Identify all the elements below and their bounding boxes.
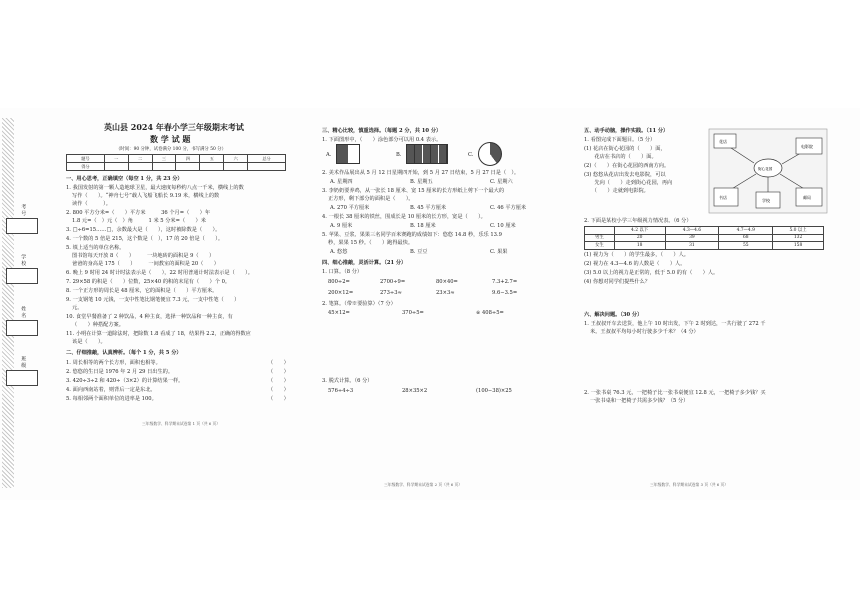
- table-row: [585, 234, 824, 242]
- question-text: 2. 美术作品展出从 5 月 12 日星期四开始，到 5 月 27 日结束，5 月 27 日是（ ）。: [322, 170, 520, 176]
- exam-number-box: [6, 218, 38, 234]
- page-1: [62, 108, 302, 500]
- question-text: 元。: [72, 305, 83, 311]
- exam-sheet: [0, 108, 860, 500]
- question-text: 8. 一个正方形的周长是 48 厘米，它的面积是（ ）平方厘米。: [66, 288, 218, 294]
- question-text: (1) 花店在街心花园的（ ）面，: [584, 146, 666, 152]
- page-footer: 三年级数学、科学期末试卷第 2 页（共 6 页）: [384, 482, 463, 487]
- judge-item: 3. 420÷3÷2 和 420÷（3×2）的计算结果一样。: [66, 378, 184, 384]
- question-text: （ ）种搭配方案。: [72, 322, 124, 328]
- option-c: C. 10 厘米: [490, 223, 516, 229]
- question-text: 3. 李奶奶要养鸡，从一张长 18 厘米、宽 15 厘米的长方形纸上剪下一个最大的: [322, 188, 505, 194]
- table-cell: 132: [773, 234, 824, 242]
- exam-info: （时间：90 分钟，试卷满分 100 分，书写满分 50 分）: [116, 147, 226, 152]
- option-a: A. 9 厘米: [330, 223, 353, 229]
- oral-item: 80×40=: [436, 279, 458, 285]
- score-header: 二: [128, 155, 152, 163]
- question-text: 11. 小明在计算一道除法时，把除数 1.8 看成了 18，结果得 2.2，正确的得数应: [66, 331, 251, 337]
- page-2: [318, 108, 568, 500]
- written-item: 370÷5=: [402, 310, 424, 316]
- map-label: 书店: [719, 195, 727, 200]
- question-text: 爸爸的身高是 175（ ） 一间教室的面积是 20（ ）: [72, 261, 219, 267]
- question-text: 1.8 元=（ ）元（ ）角 1 米 5 分米=（ ）米: [72, 218, 206, 224]
- score-header: 总分: [248, 155, 286, 163]
- question-text: 正方形，剩下部分的面积是（ ）。: [328, 196, 414, 202]
- score-cell[interactable]: [152, 163, 176, 171]
- exam-number-label: 考 号: [20, 204, 27, 216]
- option-a: A. 悠悠: [330, 249, 348, 255]
- oral-item: 2700÷9=: [380, 279, 406, 285]
- subsection: 1. 口算。（8 分）: [322, 269, 363, 275]
- page-footer: 三年级数学、科学期末试卷第 1 页（共 6 页）: [142, 421, 221, 426]
- option-b: B. 豆豆: [410, 249, 428, 255]
- judge-item: 2. 悠悠的生日是 1976 年 2 月 29 日出生的。: [66, 369, 174, 375]
- table-cell: 31: [665, 242, 719, 250]
- table-cell: 68: [719, 234, 773, 242]
- map-label: 邮局: [803, 195, 811, 200]
- section-4-heading: 四、细心推敲，灵活计算。（21 分）: [322, 260, 407, 266]
- judge-paren[interactable]: （ ）: [268, 396, 289, 402]
- table-header: 5.0 以上: [773, 227, 824, 235]
- oral-item: 800÷2=: [328, 279, 350, 285]
- score-cell[interactable]: [248, 163, 286, 171]
- exam-title: 英山县 2024 年春小学三年级期末考试: [104, 122, 244, 132]
- page-footer: 三年级数学、科学期末试卷第 3 页（共 6 页）: [650, 482, 729, 487]
- question-text: 4. 一个数的 5 倍是 215，这个数是（ ），17 的 20 倍是（ ）。: [66, 236, 224, 242]
- judge-item: 1. 周长相等的两个长方形，面积也相等。: [66, 360, 161, 366]
- question-text: 2. 一张书桌 76.3 元，一把椅子比一张书桌便宜 12.8 元，一把椅子多少钱？买: [584, 390, 766, 396]
- subsection: 2. 笔算。（带※要验算）（7 分）: [322, 301, 396, 307]
- question-text: 3. □÷6=15……□，余数最大是（ ），这时被除数是（ ）。: [66, 227, 221, 233]
- option-a: A. 星期四: [330, 179, 353, 185]
- table-cell: 158: [773, 242, 824, 250]
- question-text: （ ）走就到电影院。: [584, 188, 649, 194]
- question-text: (2) 视力在 4.3—4.6 的人数是（ ）人。: [584, 261, 686, 267]
- score-header: 四: [176, 155, 200, 163]
- table-header: 4.3—4.6: [665, 227, 719, 235]
- question-text: 图书馆每天开放 8（ ） 一块地砖的面积是 9（ ）: [72, 253, 215, 259]
- school-label: 学 校: [20, 254, 27, 266]
- figure-a-icon: [336, 144, 360, 164]
- question-text: 7. 29×58 的积是（ ）位数，25×40 的积的末尾有（ ）个 0。: [66, 279, 231, 285]
- question-text: 1. 看图完成下面题目。（5 分）: [584, 137, 656, 143]
- option-label: C.: [468, 152, 474, 158]
- judge-item: 4. 面向西南站着，则背后一定是东北。: [66, 387, 156, 393]
- town-map-figure: [708, 128, 828, 214]
- option-c: C. 46 平方厘米: [490, 205, 527, 211]
- question-text: 4. 一根长 38 厘米的铁丝，围成长是 10 厘米的长方形，宽是（ ）。: [322, 214, 486, 220]
- score-header: 三: [152, 155, 176, 163]
- table-cell: 55: [719, 242, 773, 250]
- option-b: B. 45 平方厘米: [410, 205, 447, 211]
- vision-table: [584, 226, 824, 250]
- question-text: 9. 一支钢笔 10 元钱，一支中性笔比钢笔便宜 7.3 元，一支中性笔（ ）: [66, 297, 240, 303]
- question-text: 写作（ ）。“神舟七号”载人飞船飞船长 9.19 米，横线上的数: [72, 193, 220, 199]
- question-text: 5. 苹果、豆浆、果果三名同学百米赛跑的成绩如下：悠悠 14.8 秒，乐乐 13.9: [322, 232, 502, 238]
- oral-item: 7.3+2.7=: [492, 279, 518, 285]
- score-cell[interactable]: [176, 163, 200, 171]
- question-text: 2. 800 平方分米=（ ）平方米 36 个月=（ ）年: [66, 210, 211, 216]
- option-label: B.: [396, 152, 402, 158]
- table-row: [585, 242, 824, 250]
- judge-item: 5. 每相邻两个面积单位的进率是 100。: [66, 396, 157, 402]
- table-cell: 女生: [585, 242, 615, 250]
- table-cell: 男生: [585, 234, 615, 242]
- option-label: A.: [326, 152, 332, 158]
- option-a: A. 270 平方厘米: [330, 205, 370, 211]
- score-header: 六: [224, 155, 248, 163]
- judge-paren[interactable]: （ ）: [268, 369, 289, 375]
- binding-strip: [0, 108, 58, 500]
- score-header: 一: [104, 155, 128, 163]
- question-text: 秒，果果 15 秒。（ ）跑得最快。: [328, 240, 414, 246]
- class-box: [6, 370, 38, 386]
- binding-hatch: [2, 118, 14, 488]
- judge-paren[interactable]: （ ）: [268, 387, 289, 393]
- section-6-heading: 六、解决问题。（30 分）: [584, 312, 643, 318]
- question-text: 10. 食堂早餐准备了 2 种饮品，4 种主食，选择一种饮品和一种主食，有: [66, 314, 233, 320]
- score-cell[interactable]: [200, 163, 224, 171]
- score-header: 五: [200, 155, 224, 163]
- class-label: 班 级: [20, 356, 27, 368]
- question-text: 2. 下面是某校小学三年级视力情况表。（6 分）: [584, 218, 692, 224]
- judge-paren[interactable]: （ ）: [268, 360, 289, 366]
- score-header: 题号: [67, 155, 105, 163]
- score-table: [66, 154, 286, 171]
- question-text: 花店在书店的（ ）面。: [584, 154, 657, 160]
- oral-item: 273÷3≈: [380, 290, 402, 296]
- step-item: 576÷4÷3: [328, 388, 354, 394]
- table-cell: 39: [665, 234, 719, 242]
- question-text: (1) 视力为（ ）的学生最多，（ ）人。: [584, 252, 689, 258]
- question-text: 读作（ ）。: [72, 201, 111, 207]
- exam-subtitle: 数 学 试 题: [150, 134, 191, 144]
- table-cell: 20: [614, 234, 665, 242]
- map-label: 花店: [719, 139, 727, 144]
- question-text: 1. 下面图形中，（ ）涂色部分可以用 0.4 表示。: [322, 137, 442, 143]
- question-text: 6. 晚上 9 时用 24 时计时法表示是（ ），22 时用普通计时法表示是（ ）。: [66, 270, 253, 276]
- name-box: [6, 320, 38, 336]
- option-b: B. 18 厘米: [410, 223, 436, 229]
- figure-c-icon: [478, 142, 502, 166]
- question-text: 米。王叔叔平均每小时行驶多少千米？（4 分）: [590, 329, 699, 335]
- page-3: [580, 108, 850, 500]
- question-text: (3) 悠悠从花店出发去电影院，可以: [584, 172, 666, 178]
- question-text: (3) 5.0 以上的视力是正常的，低于 5.0 的有（ ）人。: [584, 270, 719, 276]
- score-cell[interactable]: [104, 163, 128, 171]
- question-text: 一张书桌和一把椅子共需多少钱？（5 分）: [590, 398, 689, 404]
- question-text: 1. 王叔叔开车去送货，他上午 10 时出发，下午 2 时到达，一共行驶了 272 千: [584, 321, 766, 327]
- question-text: (4) 你想对同学们提些什么？: [584, 279, 651, 285]
- section-1-heading: 一、用心思考，正确填空（每空 1 分，共 23 分）: [66, 176, 183, 182]
- figure-b-icon: [406, 144, 448, 164]
- written-item: ※ 408÷5=: [476, 310, 504, 316]
- step-item: 28×35×2: [402, 388, 428, 394]
- option-c: C. 星期六: [490, 179, 513, 185]
- school-box: [6, 268, 38, 284]
- map-label: 街心花园: [758, 167, 773, 171]
- score-cell[interactable]: [128, 163, 152, 171]
- section-2-heading: 二、仔细推敲，认真辨析。（每个 1 分，共 5 分）: [66, 350, 182, 356]
- written-item: 45×12=: [328, 310, 350, 316]
- section-5-heading: 五、动手动脑，操作实践。（11 分）: [584, 128, 669, 134]
- step-item: (100−38)×25: [476, 388, 512, 394]
- oral-item: 200×12=: [328, 290, 354, 296]
- table-header: 4.7—4.9: [719, 227, 773, 235]
- map-label: 学校: [762, 198, 770, 203]
- option-b: B. 星期五: [410, 179, 433, 185]
- question-text: 先向（ ）走到街心花园，再向: [584, 180, 673, 186]
- name-label: 姓 名: [20, 306, 27, 318]
- question-text: (2)（ ）在街心花园的西南方向。: [584, 163, 670, 169]
- table-header: [585, 227, 615, 235]
- subsection: 3. 脱式计算。（6 分）: [322, 378, 373, 384]
- option-c: C. 果果: [490, 249, 508, 255]
- section-3-heading: 三、精心比较，慎重选择。（每题 2 分，共 10 分）: [322, 128, 442, 134]
- map-label: 电影院: [801, 144, 813, 149]
- question-text: 1. 我国发射的第一颗人造地球卫星，最大速度每秒约八点一千米，横线上的数: [66, 185, 244, 191]
- score-row-label: 得分: [67, 163, 105, 171]
- question-text: 该是（ ）。: [72, 339, 106, 345]
- table-header: 4.2 以下: [614, 227, 665, 235]
- score-cell[interactable]: [224, 163, 248, 171]
- oral-item: 23×3≈: [436, 290, 455, 296]
- judge-paren[interactable]: （ ）: [268, 378, 289, 384]
- table-cell: 18: [614, 242, 665, 250]
- oral-item: 9.6−3.5=: [492, 290, 518, 296]
- question-text: 5. 填上适当的单位名称。: [66, 245, 125, 251]
